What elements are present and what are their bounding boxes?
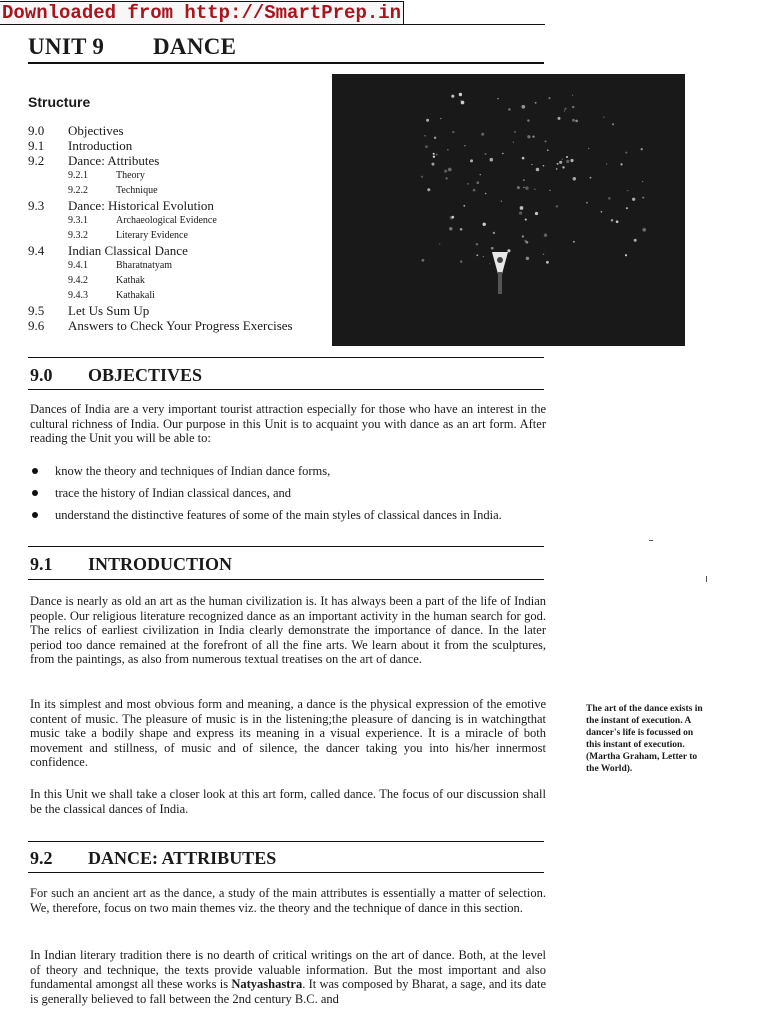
- scan-speck: [649, 540, 653, 541]
- objective-item: [30, 486, 550, 508]
- toc-item-number: 9.4: [28, 243, 45, 258]
- toc-item: [28, 258, 328, 273]
- unit-title: [28, 34, 236, 60]
- introduction-paragraph-1: Dance is nearly as old an art as the human civilization is. It has always been a part of the life of Indian people. Our religious literature recognized dance as an important activity in the human search for god. The relics of earliest civilization in India clearly demonstrate the importance of dance. In the later period too dance remained at the forefront of all the fine arts. We learn about it from the sculptures, from the paintings, as also from numerous textual treatises on the art of dance.: [30, 594, 546, 667]
- introduction-top-rule: [28, 546, 544, 547]
- toc-item-number: 9.4.2: [68, 275, 88, 286]
- introduction-title: INTRODUCTION: [88, 554, 233, 574]
- toc-item-number: 9.5: [28, 303, 45, 318]
- scan-speck: [706, 576, 707, 582]
- toc-item-label: Archaeological Evidence: [116, 215, 217, 226]
- attributes-bottom-rule: [28, 872, 544, 873]
- toc-item-number: 9.3.2: [68, 230, 88, 241]
- objective-text: trace the history of Indian classical dances, and: [55, 486, 292, 500]
- toc-item: [28, 198, 328, 213]
- introduction-bottom-rule: [28, 579, 544, 580]
- toc-item: [28, 228, 328, 243]
- structure-heading: Structure: [28, 94, 91, 110]
- attributes-p2-end: . It was composed by Bharat, a sage, and its date is generally believed to fall between the 2nd century B.C. and: [30, 977, 547, 1006]
- toc-item-number: 9.0: [28, 123, 45, 138]
- download-banner[interactable]: Downloaded from http://SmartPrep.in: [0, 1, 404, 25]
- objectives-title: OBJECTIVES: [88, 365, 203, 385]
- margin-quote: The art of the dance exists in the instant of execution. A dancer's life is focussed on this instant of execution. (Martha Graham, Letter to the World).: [586, 704, 703, 774]
- toc-item: [28, 318, 328, 333]
- toc-item: [28, 123, 328, 138]
- objective-item: [30, 464, 550, 486]
- toc-item: [28, 288, 328, 303]
- attributes-heading: [30, 848, 276, 869]
- introduction-paragraph-2: In its simplest and most obvious form and meaning, a dance is the physical expression of the emotive content of music. The pleasure of music is in the listening;the pleasure of dancing is in watchingthat music take a bodily shape and express its meaning in a visual experience. It is a miracle of both movement and stillness, of music and of silence, the dancer taking you into his/her innermost confidence.: [30, 697, 546, 770]
- toc-item-number: 9.4.3: [68, 290, 88, 301]
- objectives-top-rule: [28, 357, 544, 358]
- toc-item-label: Literary Evidence: [116, 230, 188, 241]
- dance-photo-image: [332, 74, 685, 346]
- toc-item-number: 9.4.1: [68, 260, 88, 271]
- unit-name: DANCE: [153, 34, 237, 59]
- objectives-heading: [30, 365, 202, 386]
- toc-item-number: 9.3.1: [68, 215, 88, 226]
- toc-item: [28, 138, 328, 153]
- toc-item-label: Kathak: [116, 275, 145, 286]
- introduction-heading: [30, 554, 232, 575]
- objectives-number: 9.0: [30, 365, 53, 385]
- toc-item-label: Dance: Attributes: [68, 153, 160, 168]
- toc-item-label: Dance: Historical Evolution: [68, 198, 214, 213]
- objective-text: understand the distinctive features of some of the main styles of classical dances in India.: [55, 508, 502, 522]
- toc-item-label: Introduction: [68, 138, 133, 153]
- attributes-p2-start: In Indian literary tradition there is no dearth of critical writings on the art of dance. Both, at the level of theory and technique, the texts provide valuable information. But the most important and also fundamental amongst all these works is: [30, 948, 546, 992]
- toc-item-label: Let Us Sum Up: [68, 303, 150, 318]
- bullet-icon: [32, 468, 38, 474]
- toc-item-number: 9.1: [28, 138, 45, 153]
- attributes-number: 9.2: [30, 848, 53, 868]
- toc-item: [28, 303, 328, 318]
- toc-item: [28, 213, 328, 228]
- unit-number: UNIT 9: [28, 34, 105, 59]
- bullet-icon: [32, 512, 38, 518]
- unit-title-rule: [28, 62, 544, 64]
- attributes-paragraph-2: [30, 948, 546, 1006]
- toc-item-number: 9.2.1: [68, 170, 88, 181]
- toc-item: [28, 183, 328, 198]
- objective-text: know the theory and techniques of Indian dance forms,: [55, 464, 331, 478]
- introduction-paragraph-3: In this Unit we shall take a closer look at this art form, called dance. The focus of our discussion shall be the classical dances of India.: [30, 787, 546, 816]
- bullet-icon: [32, 490, 38, 496]
- toc-item-number: 9.2: [28, 153, 45, 168]
- introduction-number: 9.1: [30, 554, 53, 574]
- toc-item-label: Objectives: [68, 123, 124, 138]
- objective-item: [30, 508, 550, 530]
- attributes-paragraph-1: For such an ancient art as the dance, a study of the main attributes is essentially a matter of selection. We, therefore, focus on two main themes viz. the theory and the technique of dance in this section.: [30, 886, 546, 915]
- toc-item: [28, 153, 328, 168]
- toc-item: [28, 168, 328, 183]
- toc-item: [28, 273, 328, 288]
- toc-item-number: 9.3: [28, 198, 45, 213]
- toc-item-label: Theory: [116, 170, 145, 181]
- toc-item-label: Indian Classical Dance: [68, 243, 188, 258]
- objectives-intro: Dances of India are a very important tourist attraction especially for those who have an interest in the cultural richness of India. Our purpose in this Unit is to acquaint you with dance as an art form. After reading the Unit you will be able to:: [30, 402, 546, 446]
- dance-photo: [332, 74, 685, 346]
- toc-item-label: Kathakali: [116, 290, 155, 301]
- objectives-bottom-rule: [28, 389, 544, 390]
- table-of-contents: [28, 123, 328, 333]
- toc-item: [28, 243, 328, 258]
- toc-item-label: Answers to Check Your Progress Exercises: [68, 318, 293, 333]
- banner-rule: [0, 24, 545, 25]
- toc-item-number: 9.2.2: [68, 185, 88, 196]
- attributes-top-rule: [28, 841, 544, 842]
- toc-item-number: 9.6: [28, 318, 45, 333]
- objectives-list: [30, 464, 550, 530]
- toc-item-label: Technique: [116, 185, 158, 196]
- natyashastra-term: Natyashastra: [231, 977, 303, 992]
- attributes-title: DANCE: ATTRIBUTES: [88, 848, 277, 868]
- toc-item-label: Bharatnatyam: [116, 260, 173, 271]
